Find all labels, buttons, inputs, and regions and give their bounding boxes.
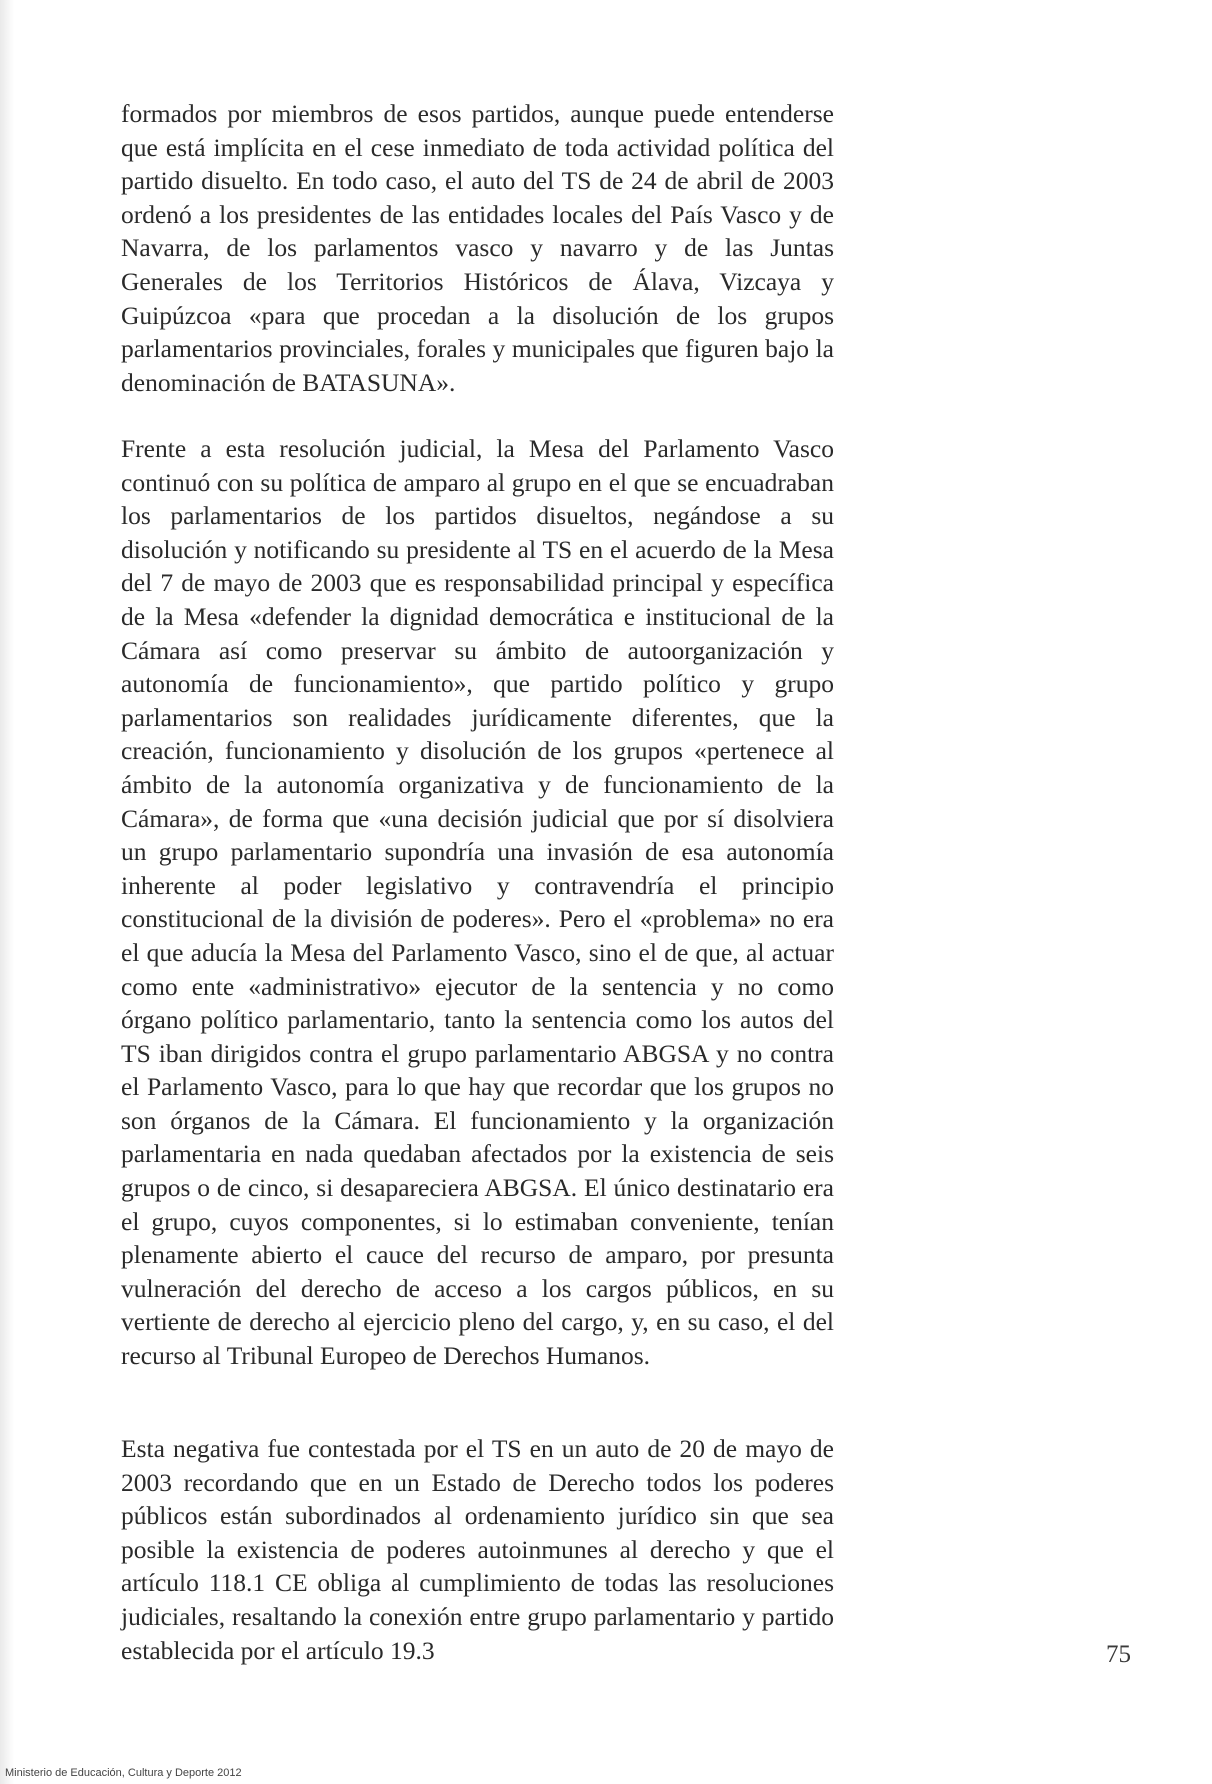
paragraph-2: Frente a esta resolución judicial, la Mesa del Parlamento Vasco continuó con su política de amparo al grupo en el que se encuadraban los parlamentarios de los partidos disueltos, negándose a su disolución y notificando su presidente al TS en el acuerdo de la Mesa del 7 de mayo de 2003 que es responsabilidad principal y específica de la Mesa «defender la dignidad democrática e institucional de la Cámara así como preservar su ámbito de autoorganización y autonomía de funcionamiento», que partido político y grupo parlamentarios son realidades jurídicamente diferentes, que la creación, funcionamiento y disolución de los grupos «pertenece al ámbito de la autonomía organizativa y de funcionamiento de la Cámara», de forma que «una decisión judicial que por sí disolviera un grupo parlamentario supondría una invasión de esa autonomía inherente al poder legislativo y contravendría el principio constitucional de la división de poderes». Pero el «problema» no era el que aducía la Mesa del Parlamento Vasco, sino el de que, al actuar como ente «administrativo» ejecutor de la sentencia y no como órgano político parlamentario, tanto la sentencia como los autos del TS iban dirigidos contra el grupo parlamentario ABGSA y no contra el Parlamento Vasco, para lo que hay que recordar que los grupos no son órganos de la Cámara. El funcionamiento y la organización parlamentaria en nada quedaban afectados por la existencia de seis grupos o de cinco, si desapareciera ABGSA. El único destinatario era el grupo, cuyos componentes, si lo estimaban conveniente, tenían plenamente abierto el cauce del recurso de amparo, por presunta vulneración del derecho de acceso a los cargos públicos, en su vertiente de derecho al ejercicio pleno del cargo, y, en su caso, el del recurso al Tribunal Europeo de Derechos Humanos. — [121, 434, 834, 1371]
footer-credit: Ministerio de Educación, Cultura y Deporte 2012 — [5, 1767, 242, 1779]
page-number: 75 — [1106, 1641, 1131, 1668]
page-binding-shadow — [0, 0, 14, 1784]
paragraph-3: Esta negativa fue contestada por el TS en un auto de 20 de mayo de 2003 recordando que en un Estado de Derecho todos los poderes públicos están subordinados al ordenamiento jurídico sin que sea posible la existencia de poderes autoinmunes al derecho y que el artículo 118.1 CE obliga al cumplimiento de todas las resoluciones judiciales, resaltando la conexión entre grupo parlamentario y partido establecida por el artículo 19.3 — [121, 1434, 834, 1665]
paragraph-1: formados por miembros de esos partidos, aunque puede entenderse que está implícita en el cese inmediato de toda actividad política del partido disuelto. En todo caso, el auto del TS de 24 de abril de 2003 ordenó a los presidentes de las entidades locales del País Vasco y de Navarra, de los parlamentos vasco y navarro y de las Juntas Generales de los Territorios Históricos de Álava, Vizcaya y Guipúzcoa «para que procedan a la disolución de los grupos parlamentarios provinciales, forales y municipales que figuren bajo la denominación de BATASUNA». — [121, 99, 834, 397]
